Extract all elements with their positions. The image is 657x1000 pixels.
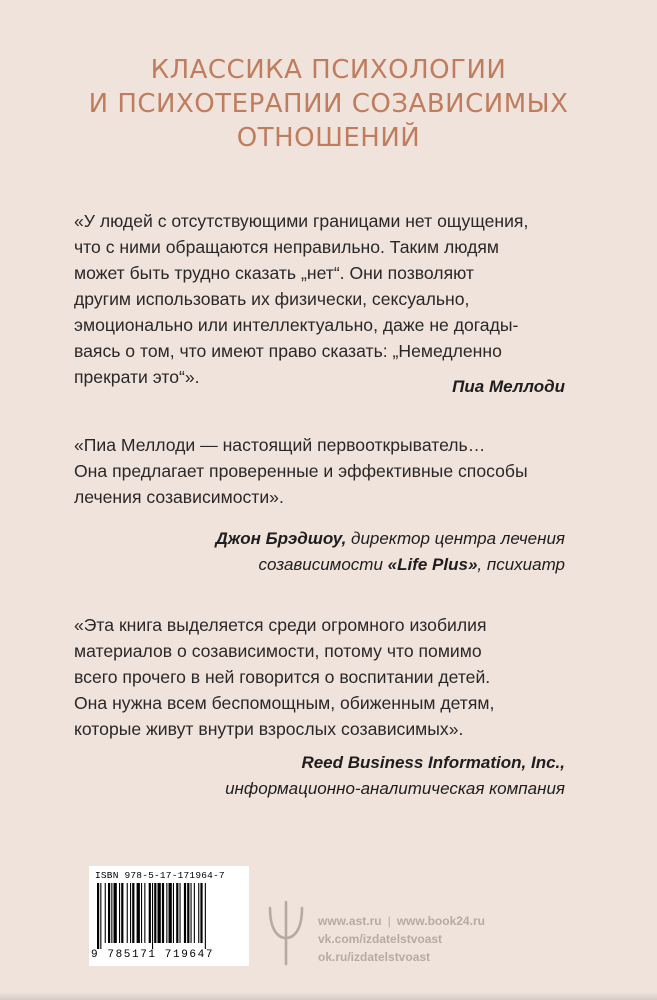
link-ok[interactable]: ok.ru/izdatelstvoast bbox=[318, 950, 431, 964]
barcode-digits: 9 785171 719647 bbox=[91, 949, 215, 961]
barcode-bar bbox=[105, 883, 106, 943]
barcode-bar bbox=[162, 883, 164, 943]
author-role: директор центра лечения bbox=[346, 529, 565, 548]
barcode-bar bbox=[169, 883, 172, 943]
barcode-bar bbox=[194, 883, 195, 943]
attribution-reed bbox=[225, 750, 565, 802]
organization-name: «Life Plus» bbox=[387, 555, 478, 574]
author-name: Пиа Меллоди bbox=[452, 377, 565, 396]
quote-line: эмоционально или интеллектуально, даже не догады- bbox=[74, 315, 519, 335]
url-row-1 bbox=[318, 912, 485, 930]
barcode-bar bbox=[154, 883, 156, 943]
barcode-bar bbox=[119, 883, 120, 943]
quote-line: которые живут внутри взрослых созависимых». bbox=[74, 719, 464, 739]
author-role: , психиатр bbox=[477, 555, 565, 574]
attribution-line-1 bbox=[215, 526, 565, 552]
quote-line: прекрати это“». bbox=[74, 367, 200, 387]
barcode-bar bbox=[114, 883, 117, 943]
headline-line-3: ОТНОШЕНИЙ bbox=[236, 123, 421, 153]
barcode-bar bbox=[200, 883, 202, 943]
quote-line: материалов о созависимости, потому что помимо bbox=[74, 641, 482, 661]
quote-line: что с ними обращаются неправильно. Таким людям bbox=[74, 237, 500, 257]
quote-line: всего прочего в ней говорится о воспитании детей. bbox=[74, 667, 491, 687]
barcode-bar bbox=[184, 883, 186, 943]
headline bbox=[40, 53, 617, 155]
barcode-bar bbox=[130, 883, 131, 943]
attribution-bradshaw bbox=[215, 526, 565, 578]
barcode-bar bbox=[198, 883, 199, 943]
author-name: Джон Брэдшоу, bbox=[215, 529, 347, 548]
quote-line: ваясь о том, что имеют право сказать: „Немедленно bbox=[74, 341, 502, 361]
barcode-bar bbox=[121, 883, 123, 943]
quote-line: «У людей с отсутствующими границами нет ощущения, bbox=[74, 211, 529, 231]
quote-mellody bbox=[74, 208, 584, 390]
author-role: созависимости bbox=[258, 555, 388, 574]
barcode-bar bbox=[127, 883, 128, 943]
barcode bbox=[89, 866, 249, 966]
barcode-bar bbox=[158, 883, 161, 943]
barcode-bar bbox=[205, 883, 206, 949]
quote-line: лечения созависимости». bbox=[74, 487, 284, 507]
quote-line: Она нужна всем беспомощным, обиженным детям, bbox=[74, 693, 495, 713]
quote-line: «Пиа Меллоди — настоящий первооткрыватель… bbox=[74, 435, 486, 455]
barcode-bar bbox=[108, 883, 110, 943]
quote-line: другим использовать их физически, сексуально, bbox=[74, 289, 470, 309]
barcode-bar bbox=[166, 883, 167, 943]
barcode-bar bbox=[149, 883, 151, 943]
link-ast[interactable]: www.ast.ru bbox=[318, 914, 382, 928]
quote-reed bbox=[74, 612, 584, 742]
publisher-links bbox=[318, 912, 485, 966]
headline-line-2: И ПСИХОТЕРАПИИ СОЗАВИСИМЫХ bbox=[88, 89, 569, 119]
link-separator: | bbox=[387, 914, 391, 928]
barcode-bar bbox=[132, 883, 134, 943]
quote-line: Она предлагает проверенные и эффективные способы bbox=[74, 461, 528, 481]
barcode-bar bbox=[144, 883, 145, 943]
psi-icon bbox=[266, 898, 306, 968]
barcode-bar bbox=[191, 883, 192, 943]
barcode-bar bbox=[111, 883, 112, 943]
author-name: Reed Business Information, Inc., bbox=[301, 753, 565, 772]
barcode-bar bbox=[187, 883, 189, 943]
barcode-bar bbox=[152, 883, 153, 949]
barcode-bar bbox=[137, 883, 140, 943]
quote-line: «Эта книга выделяется среди огромного изобилия bbox=[74, 615, 487, 635]
barcode-bar bbox=[97, 883, 99, 949]
quote-line: может быть трудно сказать „нет“. Они позволяют bbox=[74, 263, 474, 283]
barcode-bar bbox=[173, 883, 174, 943]
attribution-line-2 bbox=[215, 552, 565, 578]
barcode-bar bbox=[100, 883, 101, 949]
barcode-bar bbox=[176, 883, 178, 943]
isbn-label: ISBN 978-5-17-171964-7 bbox=[95, 870, 225, 881]
barcode-bar bbox=[141, 883, 142, 943]
barcode-bars bbox=[95, 883, 243, 949]
author-role: информационно-аналитическая компания bbox=[225, 779, 565, 798]
link-book24[interactable]: www.book24.ru bbox=[396, 914, 485, 928]
attribution-mellody bbox=[452, 374, 565, 400]
link-vk[interactable]: vk.com/izdatelstvoast bbox=[318, 932, 443, 946]
barcode-bar bbox=[180, 883, 181, 943]
headline-line-1: КЛАССИКА ПСИХОЛОГИИ bbox=[150, 55, 507, 85]
quote-bradshaw bbox=[74, 432, 584, 510]
